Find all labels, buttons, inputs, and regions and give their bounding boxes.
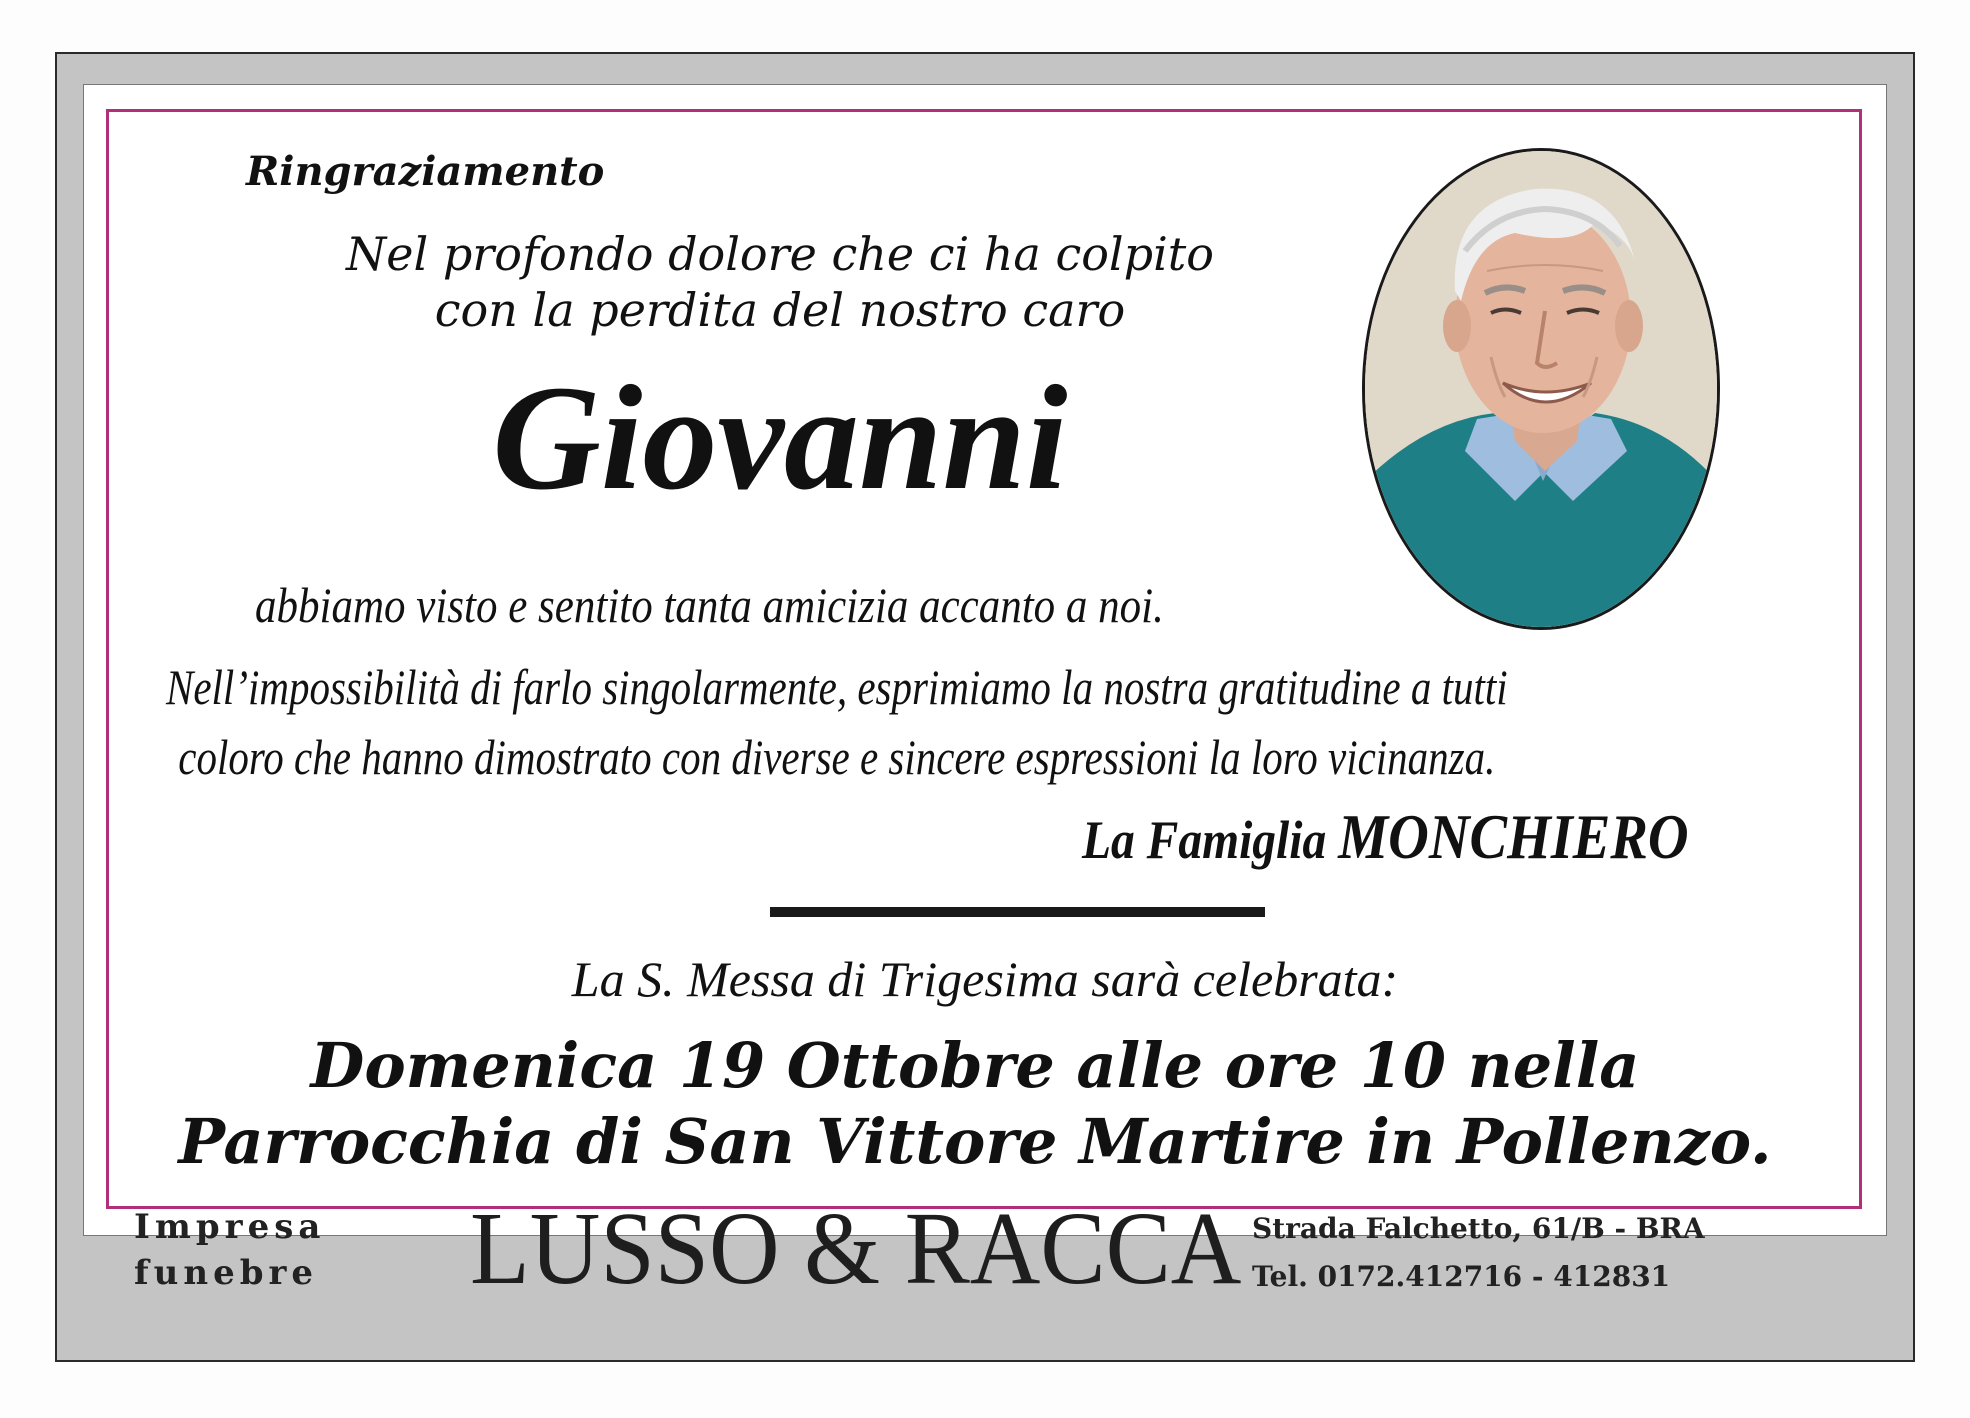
mass-intro: La S. Messa di Trigesima sarà celebrata: bbox=[571, 951, 1399, 1007]
family-signature bbox=[1082, 800, 1689, 874]
body-line: abbiamo visto e sentito tanta amicizia accanto a noi. bbox=[255, 577, 1164, 633]
body-paragraph bbox=[166, 652, 1508, 792]
intro-text bbox=[250, 226, 1310, 338]
footer-label-line: funebre bbox=[134, 1253, 319, 1293]
footer-label bbox=[134, 1204, 325, 1296]
footer-label-line: Impresa bbox=[134, 1207, 326, 1247]
footer-address: Strada Falchetto, 61/B - BRA bbox=[1252, 1212, 1705, 1245]
notice-heading: Ringraziamento bbox=[246, 148, 605, 195]
portrait-photo bbox=[1362, 148, 1720, 630]
mass-details bbox=[150, 1028, 1800, 1180]
intro-line: con la perdita del nostro caro bbox=[434, 283, 1126, 337]
body-line: coloro che hanno dimostrato con diverse e sincere espressioni la loro vicinanza. bbox=[178, 729, 1496, 785]
portrait-image bbox=[1365, 151, 1717, 627]
funeral-home-brand: LUSSO & RACCA bbox=[470, 1191, 1242, 1306]
intro-line: Nel profondo dolore che ci ha colpito bbox=[346, 227, 1214, 281]
divider bbox=[770, 907, 1265, 917]
family-surname: MONCHIERO bbox=[1338, 801, 1689, 872]
mass-line: Parrocchia di San Vittore Martire in Pollenzo. bbox=[178, 1105, 1772, 1178]
family-prefix: La Famiglia bbox=[1082, 810, 1327, 870]
mass-line: Domenica 19 Ottobre alle ore 10 nella bbox=[310, 1029, 1640, 1102]
footer-phone: Tel. 0172.412716 - 412831 bbox=[1252, 1260, 1671, 1293]
footer-contact bbox=[1252, 1205, 1705, 1301]
deceased-name: Giovanni bbox=[492, 355, 1068, 521]
body-line: Nell’impossibilità di farlo singolarmente, esprimiamo la nostra gratitudine a tutti bbox=[166, 659, 1508, 715]
